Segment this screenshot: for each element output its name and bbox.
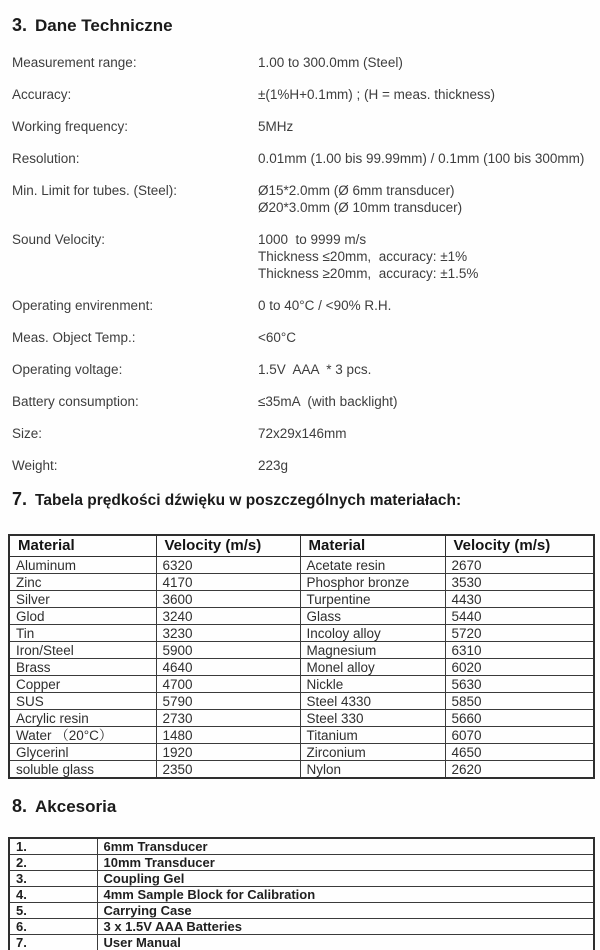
accessory-name: 4mm Sample Block for Calibration [97,887,594,903]
velocity-cell: 4650 [445,744,594,761]
list-item [9,903,594,919]
table-row [9,659,594,676]
spec-label: Measurement range: [12,55,137,70]
material-cell: Steel 4330 [300,693,445,710]
velocity-cell: 3240 [156,608,300,625]
spec-value [258,54,592,71]
velocity-cell: 5660 [445,710,594,727]
velocity-cell: 6310 [445,642,594,659]
velocity-cell: 5440 [445,608,594,625]
velocity-cell: 1480 [156,727,300,744]
material-cell: Glod [9,608,156,625]
velocity-cell: 6020 [445,659,594,676]
velocity-cell: 1920 [156,744,300,761]
velocity-cell: 2350 [156,761,300,779]
table-row [9,710,594,727]
material-cell: Nylon [300,761,445,779]
table-row [9,557,594,574]
column-header-velocity-left: Velocity (m/s) [156,535,300,557]
spec-value [258,150,592,167]
list-item [9,855,594,871]
material-cell: Acetate resin [300,557,445,574]
spec-value-line: Thickness ≥20mm, accuracy: ±1.5% [258,266,479,281]
velocity-cell: 6320 [156,557,300,574]
list-item [9,887,594,903]
table-row [9,574,594,591]
spec-value [258,425,592,442]
material-cell: Acrylic resin [9,710,156,727]
accessories-table [8,837,595,950]
spec-label: Meas. Object Temp.: [12,330,136,345]
spec-row-working-frequency [12,118,592,135]
spec-value-line: 5MHz [258,119,294,134]
spec-value [258,361,592,378]
list-item [9,838,594,855]
spec-value [258,393,592,410]
table-row [9,693,594,710]
material-cell: Water （20°C） [9,727,156,744]
accessory-name: 6mm Transducer [97,838,594,855]
velocity-cell: 5850 [445,693,594,710]
spec-value [258,231,592,282]
velocity-cell: 2730 [156,710,300,727]
list-item [9,919,594,935]
spec-value [258,118,592,135]
column-header-velocity-right: Velocity (m/s) [445,535,594,557]
velocity-table-header-row [9,535,594,557]
section-number: 8. [12,796,28,816]
accessory-number: 4. [9,887,97,903]
spec-value-line: 0 to 40°C / <90% R.H. [258,298,392,313]
spec-value-line: Ø15*2.0mm (Ø 6mm transducer) [258,183,455,198]
spec-value [258,297,592,314]
velocity-cell: 4170 [156,574,300,591]
material-cell: SUS [9,693,156,710]
section-title: Dane Techniczne [35,16,173,35]
section-title: Akcesoria [35,797,117,816]
spec-row-measurement-range [12,54,592,71]
velocity-cell: 5630 [445,676,594,693]
column-header-material-right: Material [300,535,445,557]
material-cell: Zinc [9,574,156,591]
table-row [9,744,594,761]
material-cell: Brass [9,659,156,676]
material-cell: Glycerinl [9,744,156,761]
table-row [9,625,594,642]
material-cell: Monel alloy [300,659,445,676]
column-header-material-left: Material [9,535,156,557]
table-row [9,591,594,608]
velocity-cell: 6070 [445,727,594,744]
material-cell: Nickle [300,676,445,693]
material-cell: soluble glass [9,761,156,779]
spec-row-operating-voltage [12,361,592,378]
velocity-table [8,534,595,779]
material-cell: Steel 330 [300,710,445,727]
spec-value [258,457,592,474]
accessory-name: Carrying Case [97,903,594,919]
velocity-cell: 5900 [156,642,300,659]
spec-value [258,329,592,346]
material-cell: Magnesium [300,642,445,659]
velocity-cell: 2620 [445,761,594,779]
list-item [9,935,594,950]
velocity-cell: 5790 [156,693,300,710]
spec-value [258,86,592,103]
section-title: Tabela prędkości dźwięku w poszczególnych materiałach: [35,492,462,509]
spec-row-operating-environment [12,297,592,314]
spec-label: Resolution: [12,151,80,166]
accessory-name: Coupling Gel [97,871,594,887]
section-number: 7. [12,489,28,509]
spec-label: Operating voltage: [12,362,123,377]
spec-label: Sound Velocity: [12,232,106,247]
material-cell: Phosphor bronze [300,574,445,591]
material-cell: Zirconium [300,744,445,761]
velocity-cell: 2670 [445,557,594,574]
accessory-number: 6. [9,919,97,935]
table-row [9,676,594,693]
accessory-number: 7. [9,935,97,950]
list-item [9,871,594,887]
table-row [9,608,594,625]
spec-label: Working frequency: [12,119,129,134]
material-cell: Turpentine [300,591,445,608]
spec-value-line: ≤35mA (with backlight) [258,394,398,409]
velocity-cell: 4700 [156,676,300,693]
section-heading-velocity-table [12,489,592,510]
spec-row-sound-velocity [12,231,592,282]
spec-row-resolution [12,150,592,167]
table-row [9,727,594,744]
material-cell: Incoloy alloy [300,625,445,642]
material-cell: Tin [9,625,156,642]
material-cell: Copper [9,676,156,693]
material-cell: Silver [9,591,156,608]
table-row [9,761,594,779]
spec-value-line: Ø20*3.0mm (Ø 10mm transducer) [258,200,463,215]
table-row [9,642,594,659]
spec-label: Operating envirenment: [12,298,154,313]
material-cell: Titanium [300,727,445,744]
spec-value-line: 1000 to 9999 m/s [258,232,367,247]
velocity-cell: 4430 [445,591,594,608]
spec-row-object-temp [12,329,592,346]
section-heading-akcesoria [12,796,592,817]
accessory-number: 1. [9,838,97,855]
section-heading-dane-techniczne [12,15,592,36]
spec-label: Weight: [12,458,58,473]
spec-row-size [12,425,592,442]
spec-label: Accuracy: [12,87,72,102]
velocity-cell: 4640 [156,659,300,676]
spec-label: Battery consumption: [12,394,139,409]
velocity-cell: 3530 [445,574,594,591]
velocity-cell: 5720 [445,625,594,642]
accessory-number: 5. [9,903,97,919]
spec-value-line: 0.01mm (1.00 bis 99.99mm) / 0.1mm (100 bis 300mm) [258,151,585,166]
spec-value-line: ±(1%H+0.1mm) ; (H = meas. thickness) [258,87,495,102]
spec-value [258,182,592,216]
spec-row-battery-consumption [12,393,592,410]
spec-value-line: 72x29x146mm [258,426,347,441]
velocity-cell: 3230 [156,625,300,642]
accessory-number: 2. [9,855,97,871]
spec-value-line: <60°C [258,330,297,345]
spec-label: Min. Limit for tubes. (Steel): [12,183,178,198]
material-cell: Glass [300,608,445,625]
material-cell: Aluminum [9,557,156,574]
material-cell: Iron/Steel [9,642,156,659]
spec-label: Size: [12,426,43,441]
spec-value-line: 1.5V AAA * 3 pcs. [258,362,372,377]
accessory-name: 10mm Transducer [97,855,594,871]
velocity-cell: 3600 [156,591,300,608]
spec-row-min-limit-tubes [12,182,592,216]
accessory-number: 3. [9,871,97,887]
spec-value-line: 223g [258,458,289,473]
section-number: 3. [12,15,28,35]
spec-list [12,54,592,474]
spec-value-line: Thickness ≤20mm, accuracy: ±1% [258,249,468,264]
spec-value-line: 1.00 to 300.0mm (Steel) [258,55,403,70]
spec-row-accuracy [12,86,592,103]
spec-row-weight [12,457,592,474]
accessory-name: 3 x 1.5V AAA Batteries [97,919,594,935]
accessory-name: User Manual [97,935,594,950]
